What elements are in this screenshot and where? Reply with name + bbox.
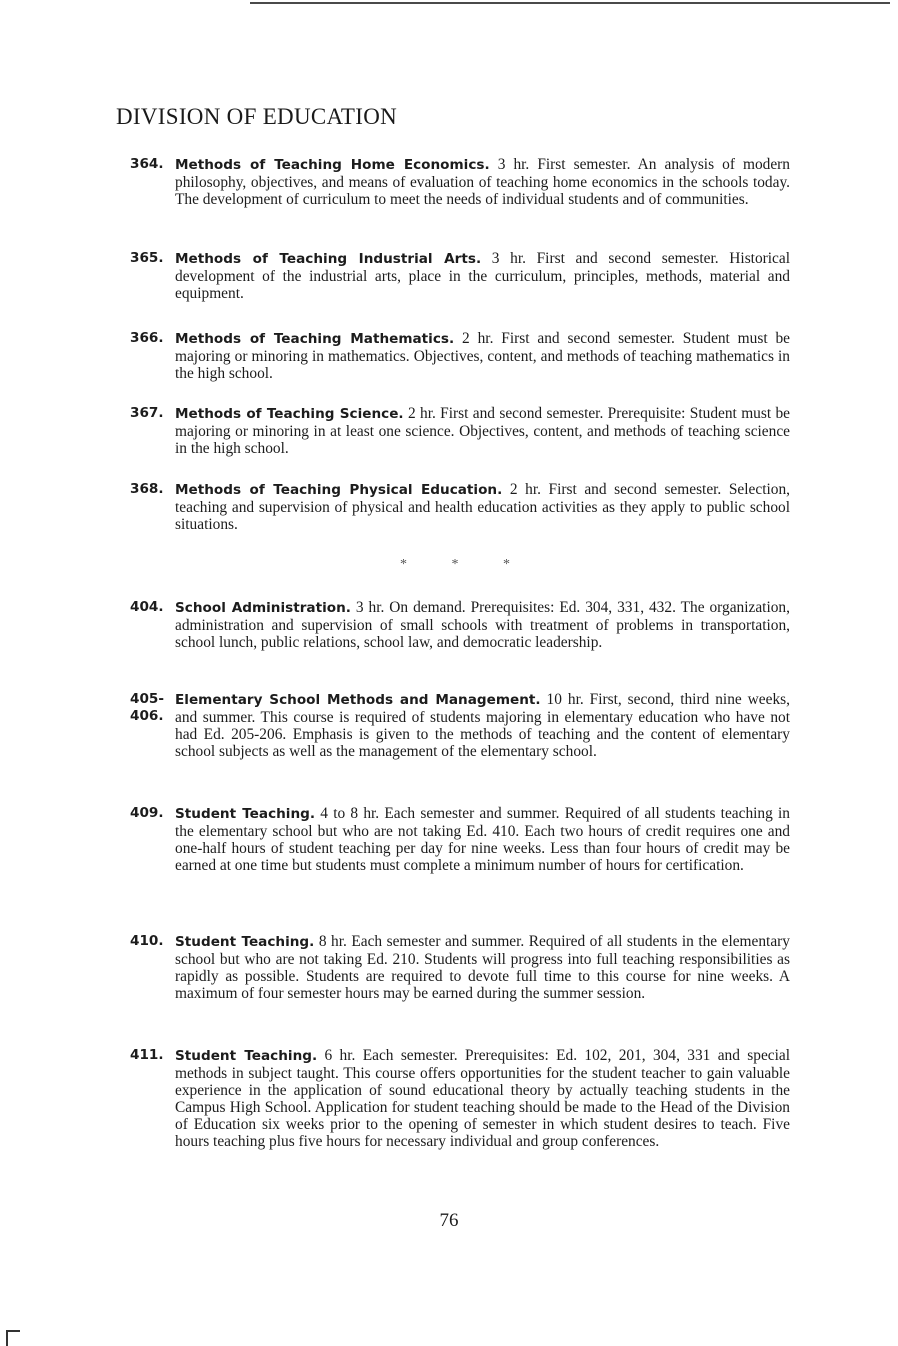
course-text: 4 to 8 hr. Each semester and summer. Required of all students teaching in the elementary school but who are not taking Ed. 410. Each two hours of credit requires one and one-half hours of student teaching per day for nine weeks. Less than four hours of credit may be earned at one time but students must complete a minimum number of hours for certification. [175,805,791,874]
course-368 [130,481,790,533]
course-number: 367. [130,405,164,421]
course-description [175,250,790,302]
course-number: 364. [130,156,164,172]
course-title: Methods of Teaching Physical Education. [175,482,503,498]
course-411 [130,1047,790,1150]
course-364 [130,156,790,208]
course-title: Methods of Teaching Science. [175,406,404,422]
course-text: 3 hr. First semester. An analysis of modern philosophy, objectives, and means of evaluation of teaching home economics in the schools today. The development of curriculum to meet the needs of individual students and of communities. [175,156,790,208]
course-number: 365. [130,250,164,266]
course-365 [130,250,790,302]
course-description [175,330,790,382]
separator-asterisk: * [503,557,510,572]
page-number: 76 [439,1210,459,1231]
course-text: 2 hr. First and second semester. Student must be majoring or minoring in mathematics. Objectives, content, and methods of teaching mathematics in the high school. [175,330,790,382]
course-title: Student Teaching. [175,934,315,950]
course-number: 411. [130,1047,164,1063]
course-text: 2 hr. First and second semester. Selection, teaching and supervision of physical and health education activities as they apply to public school situations. [175,481,790,533]
course-description [175,405,790,457]
course-409 [130,805,790,874]
course-description [175,933,790,1002]
course-title: Elementary School Methods and Management. [175,692,541,708]
course-text: 8 hr. Each semester and summer. Required of all students in the elementary school but who are not taking Ed. 210. Students will progress into full teaching responsibilities as rapidly as possible. Students are required to devote full time to this course for nine weeks. A maximum of four semester hours may be earned during the summer session. [175,933,790,1002]
course-number: 409. [130,805,164,821]
corner-crop-mark [6,1330,20,1346]
course-description [175,156,790,208]
course-text: 6 hr. Each semester. Prerequisites: Ed. 102, 201, 304, 331 and special methods in subject taught. This course offers opportunities for the student teacher to gain valuable experience in the application of sound educational theory by actually teaching students in the Campus High School. Application for student teaching should be made to the Head of the Division of Education six weeks prior to the opening of semester in which student desires to teach. Five hours teaching plus five hours for necessary individual and group conferences. [175,1047,790,1150]
course-description [175,481,790,533]
course-title: School Administration. [175,600,351,616]
course-404 [130,599,790,651]
page-heading: DIVISION OF EDUCATION [116,104,398,129]
course-text: 3 hr. On demand. Prerequisites: Ed. 304, 331, 432. The organization, administration and supervision of small schools with treatment of problems in transportation, school lunch, public relations, school law, and democratic leadership. [175,599,790,651]
course-number: 410. [130,933,164,949]
course-number: 405- [130,691,165,707]
section-separator [400,557,510,573]
course-title: Methods of Teaching Mathematics. [175,331,455,347]
course-description [175,691,790,760]
separator-asterisk: * [400,557,407,572]
course-text: 3 hr. First and second semester. Historical development of the industrial arts, place in the curriculum, principles, methods, material and equipment. [175,250,790,302]
course-number: 366. [130,330,164,346]
course-title: Student Teaching. [175,1048,318,1064]
course-367 [130,405,790,457]
top-rule [250,2,890,4]
course-410 [130,933,790,1002]
course-description [175,1047,790,1150]
course-title: Methods of Teaching Home Economics. [175,157,490,173]
course-title: Student Teaching. [175,806,316,822]
course-number-continued: 406. [130,708,164,724]
course-title: Methods of Teaching Industrial Arts. [175,251,482,267]
course-text: 2 hr. First and second semester. Prerequisite: Student must be majoring or minoring in at least one science. Objectives, content, and methods of teaching science in the high school. [175,405,791,457]
course-number: 368. [130,481,164,497]
course-description [175,599,790,651]
course-number: 404. [130,599,164,615]
course-text: 10 hr. First, second, third nine weeks, and summer. This course is required of students majoring in elementary education who have not had Ed. 205-206. Emphasis is given to the methods of teaching and the content of elementary school subjects as well as the management of the elementary school. [175,691,790,760]
separator-asterisk: * [451,557,459,572]
course-405-406 [130,691,790,760]
course-description [175,805,790,874]
course-366 [130,330,790,382]
